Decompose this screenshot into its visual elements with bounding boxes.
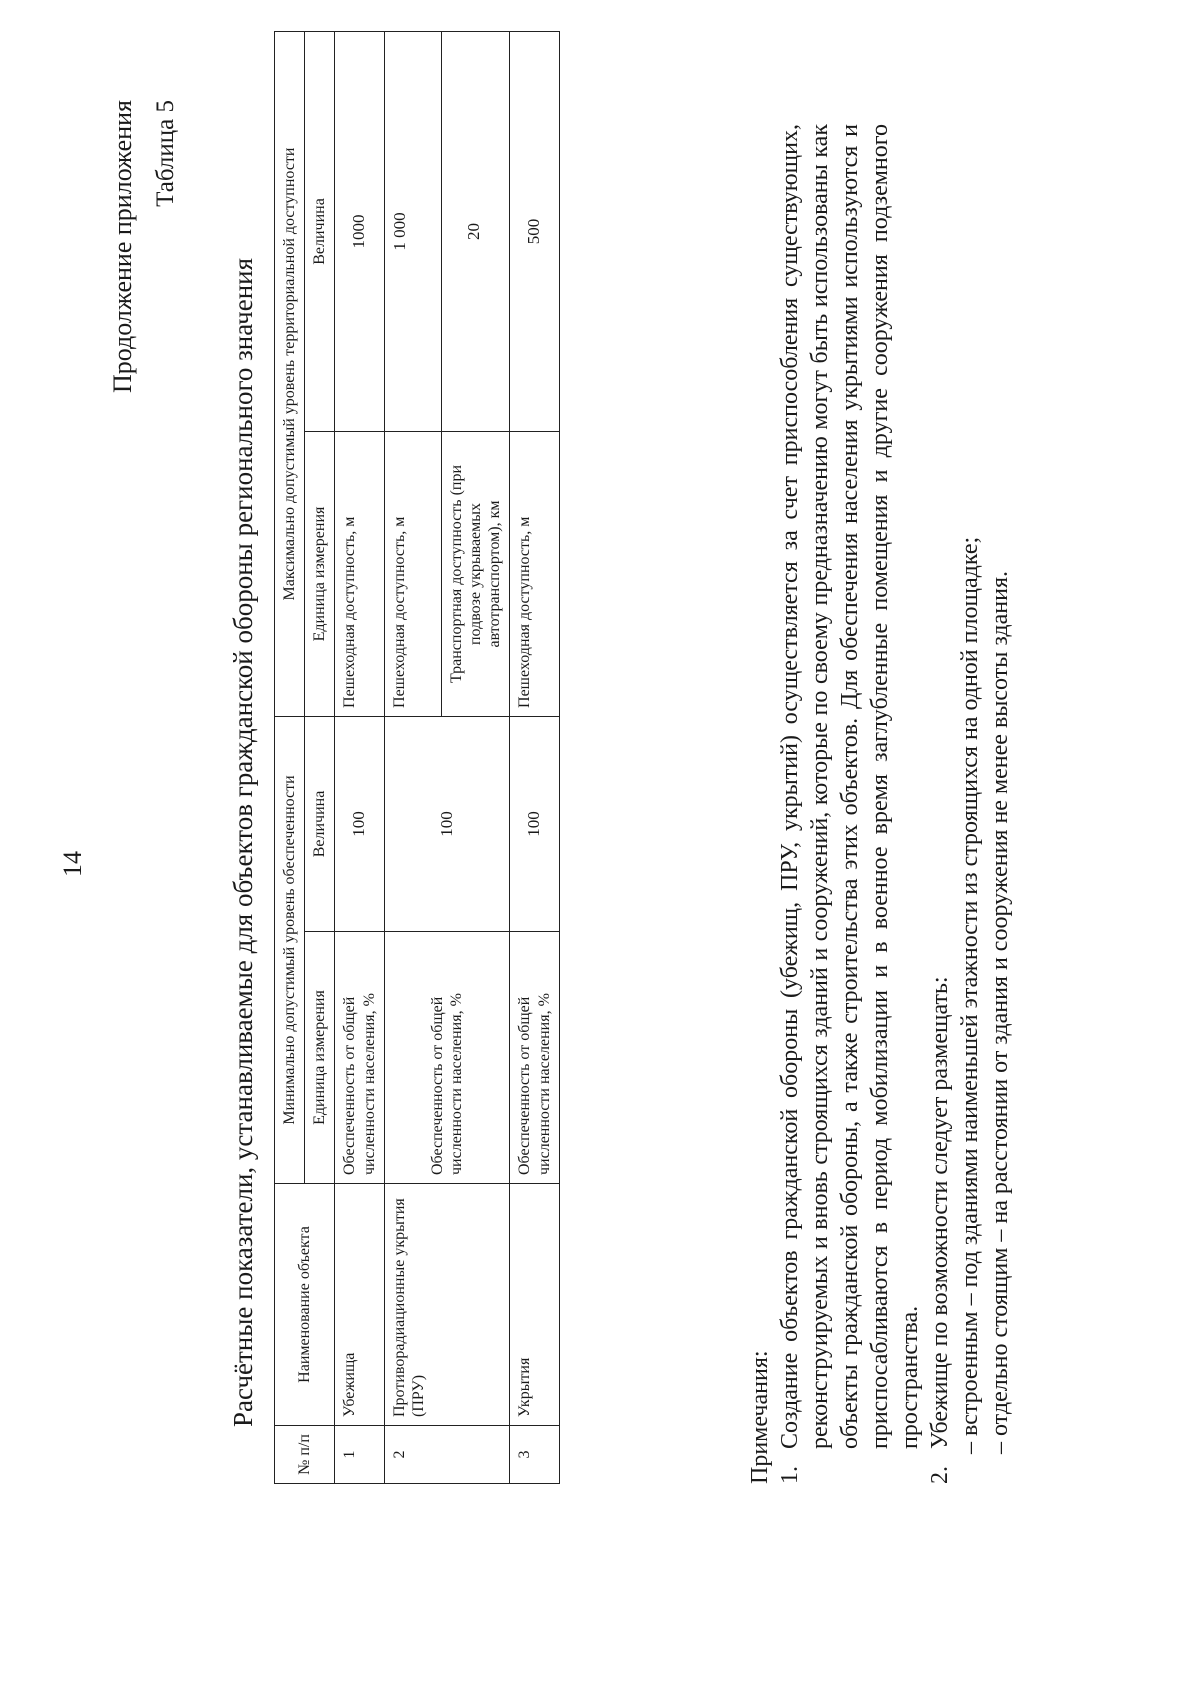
row-max-value-transport: 20 (463, 222, 483, 240)
table-row (510, 31, 559, 1483)
notes-heading: Примечания: (747, 1350, 773, 1484)
row-max-value: 500 (510, 31, 559, 431)
header-max-unit: Единица измерения (305, 431, 335, 716)
row-num: 3 (510, 1426, 559, 1484)
indicators-table (274, 31, 560, 1484)
notes-section (745, 124, 1015, 1484)
row-max-unit: Пешеходная доступность, м (385, 432, 442, 716)
table-title: Расчётные показатели, устанавливаемые для объектов гражданской обороны регионального значения (228, 257, 258, 1427)
table-row (384, 31, 510, 1483)
row-max-unit-transport: Транспортная доступность (при подвозе укрываемых автотранспортом), км (447, 464, 504, 684)
note-dash-item: – встроенным – под зданиями наименьшей этажности из строящихся на одной площадке; (957, 536, 983, 1454)
row-min-unit: Обеспеченность от общей численности населения, % (510, 932, 559, 1184)
table-header-row (275, 31, 305, 1483)
header-num: № п/п (275, 1426, 335, 1484)
header-max-value: Величина (305, 31, 335, 431)
row-num: 1 (335, 1426, 384, 1484)
row-max-unit: Пешеходная доступность, м (510, 431, 559, 716)
row-min-value: 100 (384, 716, 510, 931)
header-min-group: Минимально допустимый уровень обеспеченности (275, 716, 305, 1183)
row-min-value: 100 (335, 716, 384, 931)
note-text: Убежище по возможности следует размещать: (927, 976, 953, 1449)
row-max-value-split (384, 31, 510, 431)
row-num: 2 (384, 1426, 510, 1484)
table-label: Таблица 5 (152, 100, 179, 207)
row-name: Укрытия (510, 1184, 559, 1426)
page-number: 14 (58, 851, 87, 877)
note-dash-item: – отдельно стоящим – на расстоянии от здания и сооружения не менее высоты здания. (987, 571, 1013, 1454)
note-number: 2. (927, 1466, 953, 1484)
continuation-label: Продолжение приложения (108, 100, 137, 394)
row-min-unit: Обеспеченность от общей численности населения, % (335, 932, 384, 1184)
header-min-unit: Единица измерения (305, 932, 335, 1184)
row-min-value: 100 (510, 716, 559, 931)
note-item (925, 124, 955, 1484)
header-max-group: Максимально допустимый уровень территориальной доступности (275, 31, 305, 716)
row-max-unit: Пешеходная доступность, м (335, 431, 384, 716)
header-min-value: Величина (305, 716, 335, 931)
row-name: Противорадиационные укрытия (ПРУ) (384, 1184, 510, 1426)
note-item (775, 124, 925, 1484)
row-min-unit: Обеспеченность от общей численности населения, % (384, 932, 510, 1184)
note-number: 1. (777, 1466, 803, 1484)
row-name: Убежища (335, 1184, 384, 1426)
row-max-value: 1000 (335, 31, 384, 431)
table-row (335, 31, 384, 1483)
header-name: Наименование объекта (275, 1184, 335, 1426)
row-max-unit-split (384, 431, 510, 716)
row-max-value: 1 000 (385, 32, 442, 431)
note-text: Создание объектов гражданской обороны (убежищ, ПРУ, укрытий) осуществляется за счет приспособления существующих, реконструируемых и вновь строящихся зданий и сооружений, которые по своему предназначению могут быть использованы как объекты гражданской обороны, а также строительства этих объектов. Для обеспечения населения укрытиями используются и приспосабливаются в период мобилизации и в военное время заглубленные помещения и другие сооружения подземного пространства. (777, 124, 923, 1449)
